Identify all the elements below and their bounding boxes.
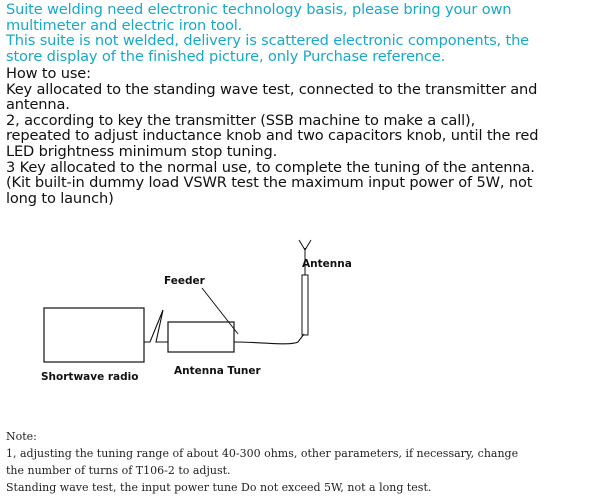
feeder-cable-1 [144,310,168,342]
usage-line: long to launch) [6,189,114,207]
feeder-pointer [202,288,238,334]
note-line: Standing wave test, the input power tune Do not exceed 5W, not a long test. [6,481,432,494]
intro-line: store display of the finished picture, only Purchase reference. [6,47,446,65]
antenna-tuner-box [168,322,234,352]
antenna-label: Antenna [302,258,352,270]
intro-text [6,2,598,64]
note-section [6,428,518,496]
antenna-mast [302,275,308,335]
usage-line: antenna. [6,96,70,114]
usage-line: Key allocated to the standing wave test, connected to the transmitter and [6,80,538,98]
usage-line: (Kit built-in dummy load VSWR test the maximum input power of 5W, not [6,174,533,192]
usage-heading: How to use: [6,65,91,82]
intro-line: multimeter and electric iron tool. [6,16,243,34]
antenna-tuner-label: Antenna Tuner [174,365,261,377]
connection-diagram [0,230,600,400]
usage-line: 3 Key allocated to the normal use, to complete the tuning of the antenna. [6,158,535,176]
shortwave-radio-box [44,308,144,362]
note-line: the number of turns of T106-2 to adjust. [6,464,231,477]
note-line: 1, adjusting the tuning range of about 40-300 ohms, other parameters, if necessary, change [6,447,519,460]
usage-line: repeated to adjust inductance knob and two capacitors knob, until the red [6,127,539,145]
feeder-label: Feeder [164,275,205,287]
intro-line: Suite welding need electronic technology basis, please bring your own [6,1,512,18]
usage-line: 2, according to key the transmitter (SSB machine to make a call), [6,111,476,129]
usage-line: LED brightness minimum stop tuning. [6,142,278,160]
intro-line: This suite is not welded, delivery is scattered electronic components, the [6,32,530,50]
antenna-cable [234,334,304,344]
usage-instructions [6,66,598,206]
note-heading: Note: [6,430,37,443]
shortwave-radio-label: Shortwave radio [41,371,139,383]
